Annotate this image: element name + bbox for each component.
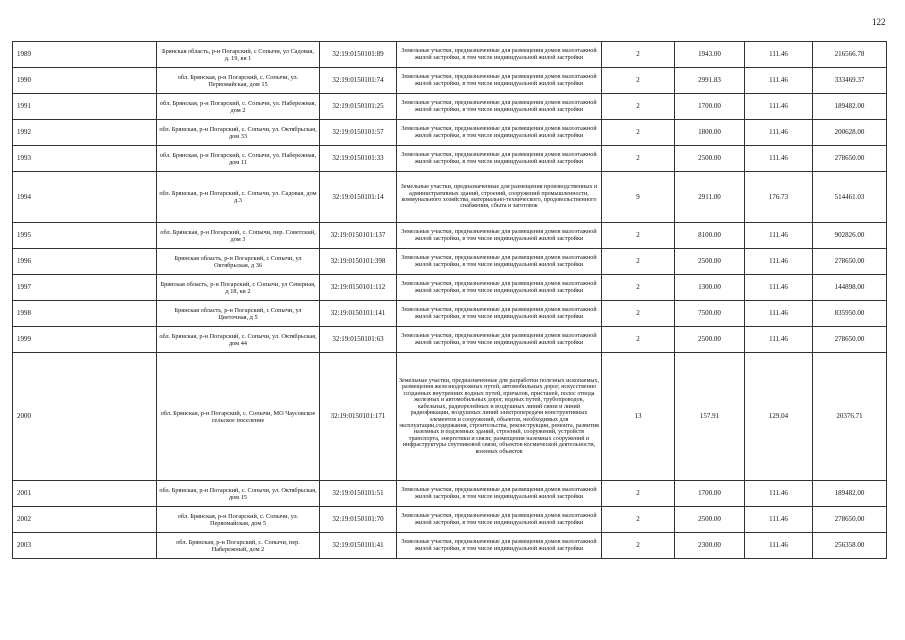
address-cell: обл. Брянская, р-н Погарский, с. Сопычи, ул. Набережная, дом 2 xyxy=(157,94,320,120)
area-cell: 1700.00 xyxy=(675,94,745,120)
address-cell: обл. Брянская, р-н Погарский, с. Сопычи, ул. Октябрьская, дом 33 xyxy=(157,120,320,146)
table-row xyxy=(13,353,887,481)
rate-cell: 111.46 xyxy=(745,146,813,172)
cadastral-value-cell: 189482.00 xyxy=(813,481,887,507)
table-row xyxy=(13,68,887,94)
rate-cell: 111.46 xyxy=(745,223,813,249)
rate-cell: 111.46 xyxy=(745,327,813,353)
address-cell: обл. Брянская, р-н Погарский, с. Сопычи, ул. Набережная, дом 11 xyxy=(157,146,320,172)
rate-cell: 111.46 xyxy=(745,68,813,94)
row-number: 2000 xyxy=(13,353,157,481)
land-use-cell: Земельные участки, предназначенные для размещения домов малоэтажной жилой застройки, в том числе индивидуальной жилой застройки xyxy=(397,146,602,172)
rate-cell: 111.46 xyxy=(745,301,813,327)
cadastral-number-cell: 32:19:0150101:51 xyxy=(320,481,397,507)
cadastral-number-cell: 32:19:0150101:137 xyxy=(320,223,397,249)
area-cell: 1700.00 xyxy=(675,481,745,507)
table-row xyxy=(13,146,887,172)
row-number: 1994 xyxy=(13,172,157,223)
land-use-cell: Земельные участки, предназначенные для размещения домов малоэтажной жилой застройки, в том числе индивидуальной жилой застройки xyxy=(397,223,602,249)
row-number: 1991 xyxy=(13,94,157,120)
cadastral-number-cell: 32:19:0150101:89 xyxy=(320,42,397,68)
table-row xyxy=(13,223,887,249)
area-cell: 2500.00 xyxy=(675,507,745,533)
table-row xyxy=(13,94,887,120)
cadastral-number-cell: 32:19:0150101:112 xyxy=(320,275,397,301)
cadastral-value-cell: 835950.00 xyxy=(813,301,887,327)
area-cell: 2991.83 xyxy=(675,68,745,94)
rate-cell: 111.46 xyxy=(745,275,813,301)
page-number: 122 xyxy=(872,17,886,27)
table-row xyxy=(13,172,887,223)
cadastral-number-cell: 32:19:0150101:63 xyxy=(320,327,397,353)
address-cell: обл. Брянская, р-н Погарский, с. Сопычи, ул. Октябрьская, дом 44 xyxy=(157,327,320,353)
row-number: 1997 xyxy=(13,275,157,301)
cadastral-number-cell: 32:19:0150101:171 xyxy=(320,353,397,481)
land-use-cell: Земельные участки, предназначенные для размещения домов малоэтажной жилой застройки, в том числе индивидуальной жилой застройки xyxy=(397,94,602,120)
rate-cell: 111.46 xyxy=(745,42,813,68)
cadastral-value-cell: 278650.00 xyxy=(813,146,887,172)
rate-cell: 111.46 xyxy=(745,249,813,275)
land-use-cell: Земельные участки, предназначенные для размещения домов малоэтажной жилой застройки, в том числе индивидуальной жилой застройки xyxy=(397,42,602,68)
rate-cell: 111.46 xyxy=(745,481,813,507)
group-cell: 2 xyxy=(602,507,675,533)
land-use-cell: Земельные участки, предназначенные для разработки полезных ископаемых, размещения железнодорожных путей, автомобильных дорог, искусственно созданных внутренних водных путей, причалов, пристаней, полос отвода железных и автомобильных дорог, водных путей, трубопроводов, кабельных, радиорелейных и воздушных линий связи и линий радиофикации, воздушных линий электропередачи конструктивных элементов и сооружений, объектов, необходимых для эксплуатации,содержания, строительства, реконструкции, ремонта, развития наземных и подземных зданий, строений, сооружений, устройств транспорта, энергетики и связи; размещения наземных сооружений и инфраструктуры спутниковой связи, объектов космической деятельности, военных объектов xyxy=(397,353,602,481)
cadastral-value-cell: 216566.78 xyxy=(813,42,887,68)
area-cell: 157.91 xyxy=(675,353,745,481)
row-number: 1998 xyxy=(13,301,157,327)
cadastral-value-cell: 902826.00 xyxy=(813,223,887,249)
group-cell: 2 xyxy=(602,223,675,249)
group-cell: 9 xyxy=(602,172,675,223)
address-cell: обл. Брянская, р-н Погарский, с. Сопычи, ул. Садовая, дом д.3 xyxy=(157,172,320,223)
area-cell: 2300.00 xyxy=(675,533,745,559)
group-cell: 2 xyxy=(602,275,675,301)
cadastral-number-cell: 32:19:0150101:141 xyxy=(320,301,397,327)
cadastral-number-cell: 32:19:0150101:70 xyxy=(320,507,397,533)
table-row xyxy=(13,42,887,68)
cadastral-value-cell: 144898.00 xyxy=(813,275,887,301)
table-row xyxy=(13,275,887,301)
land-use-cell: Земельные участки, предназначенные для размещения домов малоэтажной жилой застройки, в том числе индивидуальной жилой застройки xyxy=(397,120,602,146)
group-cell: 2 xyxy=(602,327,675,353)
cadastral-number-cell: 32:19:0150101:14 xyxy=(320,172,397,223)
table-row xyxy=(13,533,887,559)
group-cell: 2 xyxy=(602,249,675,275)
rate-cell: 129.04 xyxy=(745,353,813,481)
land-use-cell: Земельные участки, предназначенные для размещения домов малоэтажной жилой застройки, в том числе индивидуальной жилой застройки xyxy=(397,533,602,559)
area-cell: 1943.00 xyxy=(675,42,745,68)
address-cell: Брянская область, р-н Погарский, с Сопычи, ул Садовая, д. 19, кв 1 xyxy=(157,42,320,68)
land-registry-table xyxy=(12,41,887,559)
cadastral-value-cell: 189482.00 xyxy=(813,94,887,120)
group-cell: 2 xyxy=(602,120,675,146)
cadastral-number-cell: 32:19:0150101:74 xyxy=(320,68,397,94)
address-cell: обл. Брянская, р-н Погарский, с. Сопычи, ул. Первомайская, дом 5 xyxy=(157,507,320,533)
cadastral-value-cell: 278650.00 xyxy=(813,507,887,533)
group-cell: 2 xyxy=(602,146,675,172)
area-cell: 2500.00 xyxy=(675,249,745,275)
group-cell: 2 xyxy=(602,68,675,94)
rate-cell: 111.46 xyxy=(745,507,813,533)
row-number: 2002 xyxy=(13,507,157,533)
land-use-cell: Земельные участки, предназначенные для размещения домов малоэтажной жилой застройки, в том числе индивидуальной жилой застройки xyxy=(397,507,602,533)
rate-cell: 176.73 xyxy=(745,172,813,223)
cadastral-number-cell: 32:19:0150101:57 xyxy=(320,120,397,146)
cadastral-value-cell: 514461.03 xyxy=(813,172,887,223)
group-cell: 13 xyxy=(602,353,675,481)
row-number: 1996 xyxy=(13,249,157,275)
cadastral-number-cell: 32:19:0150101:398 xyxy=(320,249,397,275)
rate-cell: 111.46 xyxy=(745,533,813,559)
rate-cell: 111.46 xyxy=(745,94,813,120)
land-use-cell: Земельные участки, предназначенные для размещения домов малоэтажной жилой застройки, в том числе индивидуальной жилой застройки xyxy=(397,481,602,507)
area-cell: 2500.00 xyxy=(675,146,745,172)
address-cell: обл. Брянская, р-н Погарский, с. Сопычи, МО Чаусовское сельское поселение xyxy=(157,353,320,481)
rate-cell: 111.46 xyxy=(745,120,813,146)
address-cell: обл. Брянская, р-н Погарский, с. Сопычи, ул. Первомайская, дом 15 xyxy=(157,68,320,94)
cadastral-value-cell: 256358.00 xyxy=(813,533,887,559)
land-use-cell: Земельные участки, предназначенные для размещения домов малоэтажной жилой застройки, в том числе индивидуальной жилой застройки xyxy=(397,327,602,353)
cadastral-value-cell: 278650.00 xyxy=(813,327,887,353)
address-cell: обл. Брянская, р-н Погарский, с. Сопычи, пер. Набережный, дом 2 xyxy=(157,533,320,559)
table-row xyxy=(13,249,887,275)
cadastral-number-cell: 32:19:0150101:41 xyxy=(320,533,397,559)
address-cell: Брянская область, р-н Погарский, с Сопычи, ул Цветочная, д 5 xyxy=(157,301,320,327)
table-row xyxy=(13,120,887,146)
land-use-cell: Земельные участки, предназначенные для размещения домов малоэтажной жилой застройки, в том числе индивидуальной жилой застройки xyxy=(397,249,602,275)
area-cell: 1800.00 xyxy=(675,120,745,146)
group-cell: 2 xyxy=(602,94,675,120)
row-number: 1990 xyxy=(13,68,157,94)
row-number: 1999 xyxy=(13,327,157,353)
address-cell: обл. Брянская, р-н Погарский, с. Сопычи, ул. Октябрьская, дом 15 xyxy=(157,481,320,507)
land-use-cell: Земельные участки, предназначенные для размещения домов малоэтажной жилой застройки, в том числе индивидуальной жилой застройки xyxy=(397,275,602,301)
cadastral-number-cell: 32:19:0150101:25 xyxy=(320,94,397,120)
address-cell: Брянская область, р-н Погарский, с Сопычи, ул Октябрьская, д 36 xyxy=(157,249,320,275)
area-cell: 2500.00 xyxy=(675,327,745,353)
area-cell: 2911.00 xyxy=(675,172,745,223)
table-row xyxy=(13,301,887,327)
row-number: 2003 xyxy=(13,533,157,559)
row-number: 2001 xyxy=(13,481,157,507)
address-cell: обл. Брянская, р-н Погарский, с. Сопычи, пер. Советский, дом 3 xyxy=(157,223,320,249)
group-cell: 2 xyxy=(602,533,675,559)
group-cell: 2 xyxy=(602,481,675,507)
cadastral-value-cell: 333469.37 xyxy=(813,68,887,94)
row-number: 1995 xyxy=(13,223,157,249)
address-cell: Брянская область, р-н Погарский, с Сопычи, ул Северная, д 18, кв 2 xyxy=(157,275,320,301)
cadastral-number-cell: 32:19:0150101:33 xyxy=(320,146,397,172)
group-cell: 2 xyxy=(602,301,675,327)
row-number: 1992 xyxy=(13,120,157,146)
table-row xyxy=(13,507,887,533)
area-cell: 1300.00 xyxy=(675,275,745,301)
group-cell: 2 xyxy=(602,42,675,68)
row-number: 1993 xyxy=(13,146,157,172)
cadastral-value-cell: 200628.00 xyxy=(813,120,887,146)
area-cell: 8100.00 xyxy=(675,223,745,249)
land-use-cell: Земельные участки, предназначенные для размещения домов малоэтажной жилой застройки, в том числе индивидуальной жилой застройки xyxy=(397,301,602,327)
cadastral-value-cell: 20376.71 xyxy=(813,353,887,481)
table-body xyxy=(13,42,887,559)
land-use-cell: Земельные участки, предназначенные для размещения домов малоэтажной жилой застройки, в том числе индивидуальной жилой застройки xyxy=(397,68,602,94)
cadastral-value-cell: 278650.00 xyxy=(813,249,887,275)
table-row xyxy=(13,327,887,353)
row-number: 1989 xyxy=(13,42,157,68)
land-use-cell: Земельные участки, предназначенные для размещения производственных и административных зданий, строений, сооружений промышленности, коммунального хозяйства, материально-технического, продовольственного снабжения, сбыта и заготовок xyxy=(397,172,602,223)
area-cell: 7500.00 xyxy=(675,301,745,327)
table-row xyxy=(13,481,887,507)
